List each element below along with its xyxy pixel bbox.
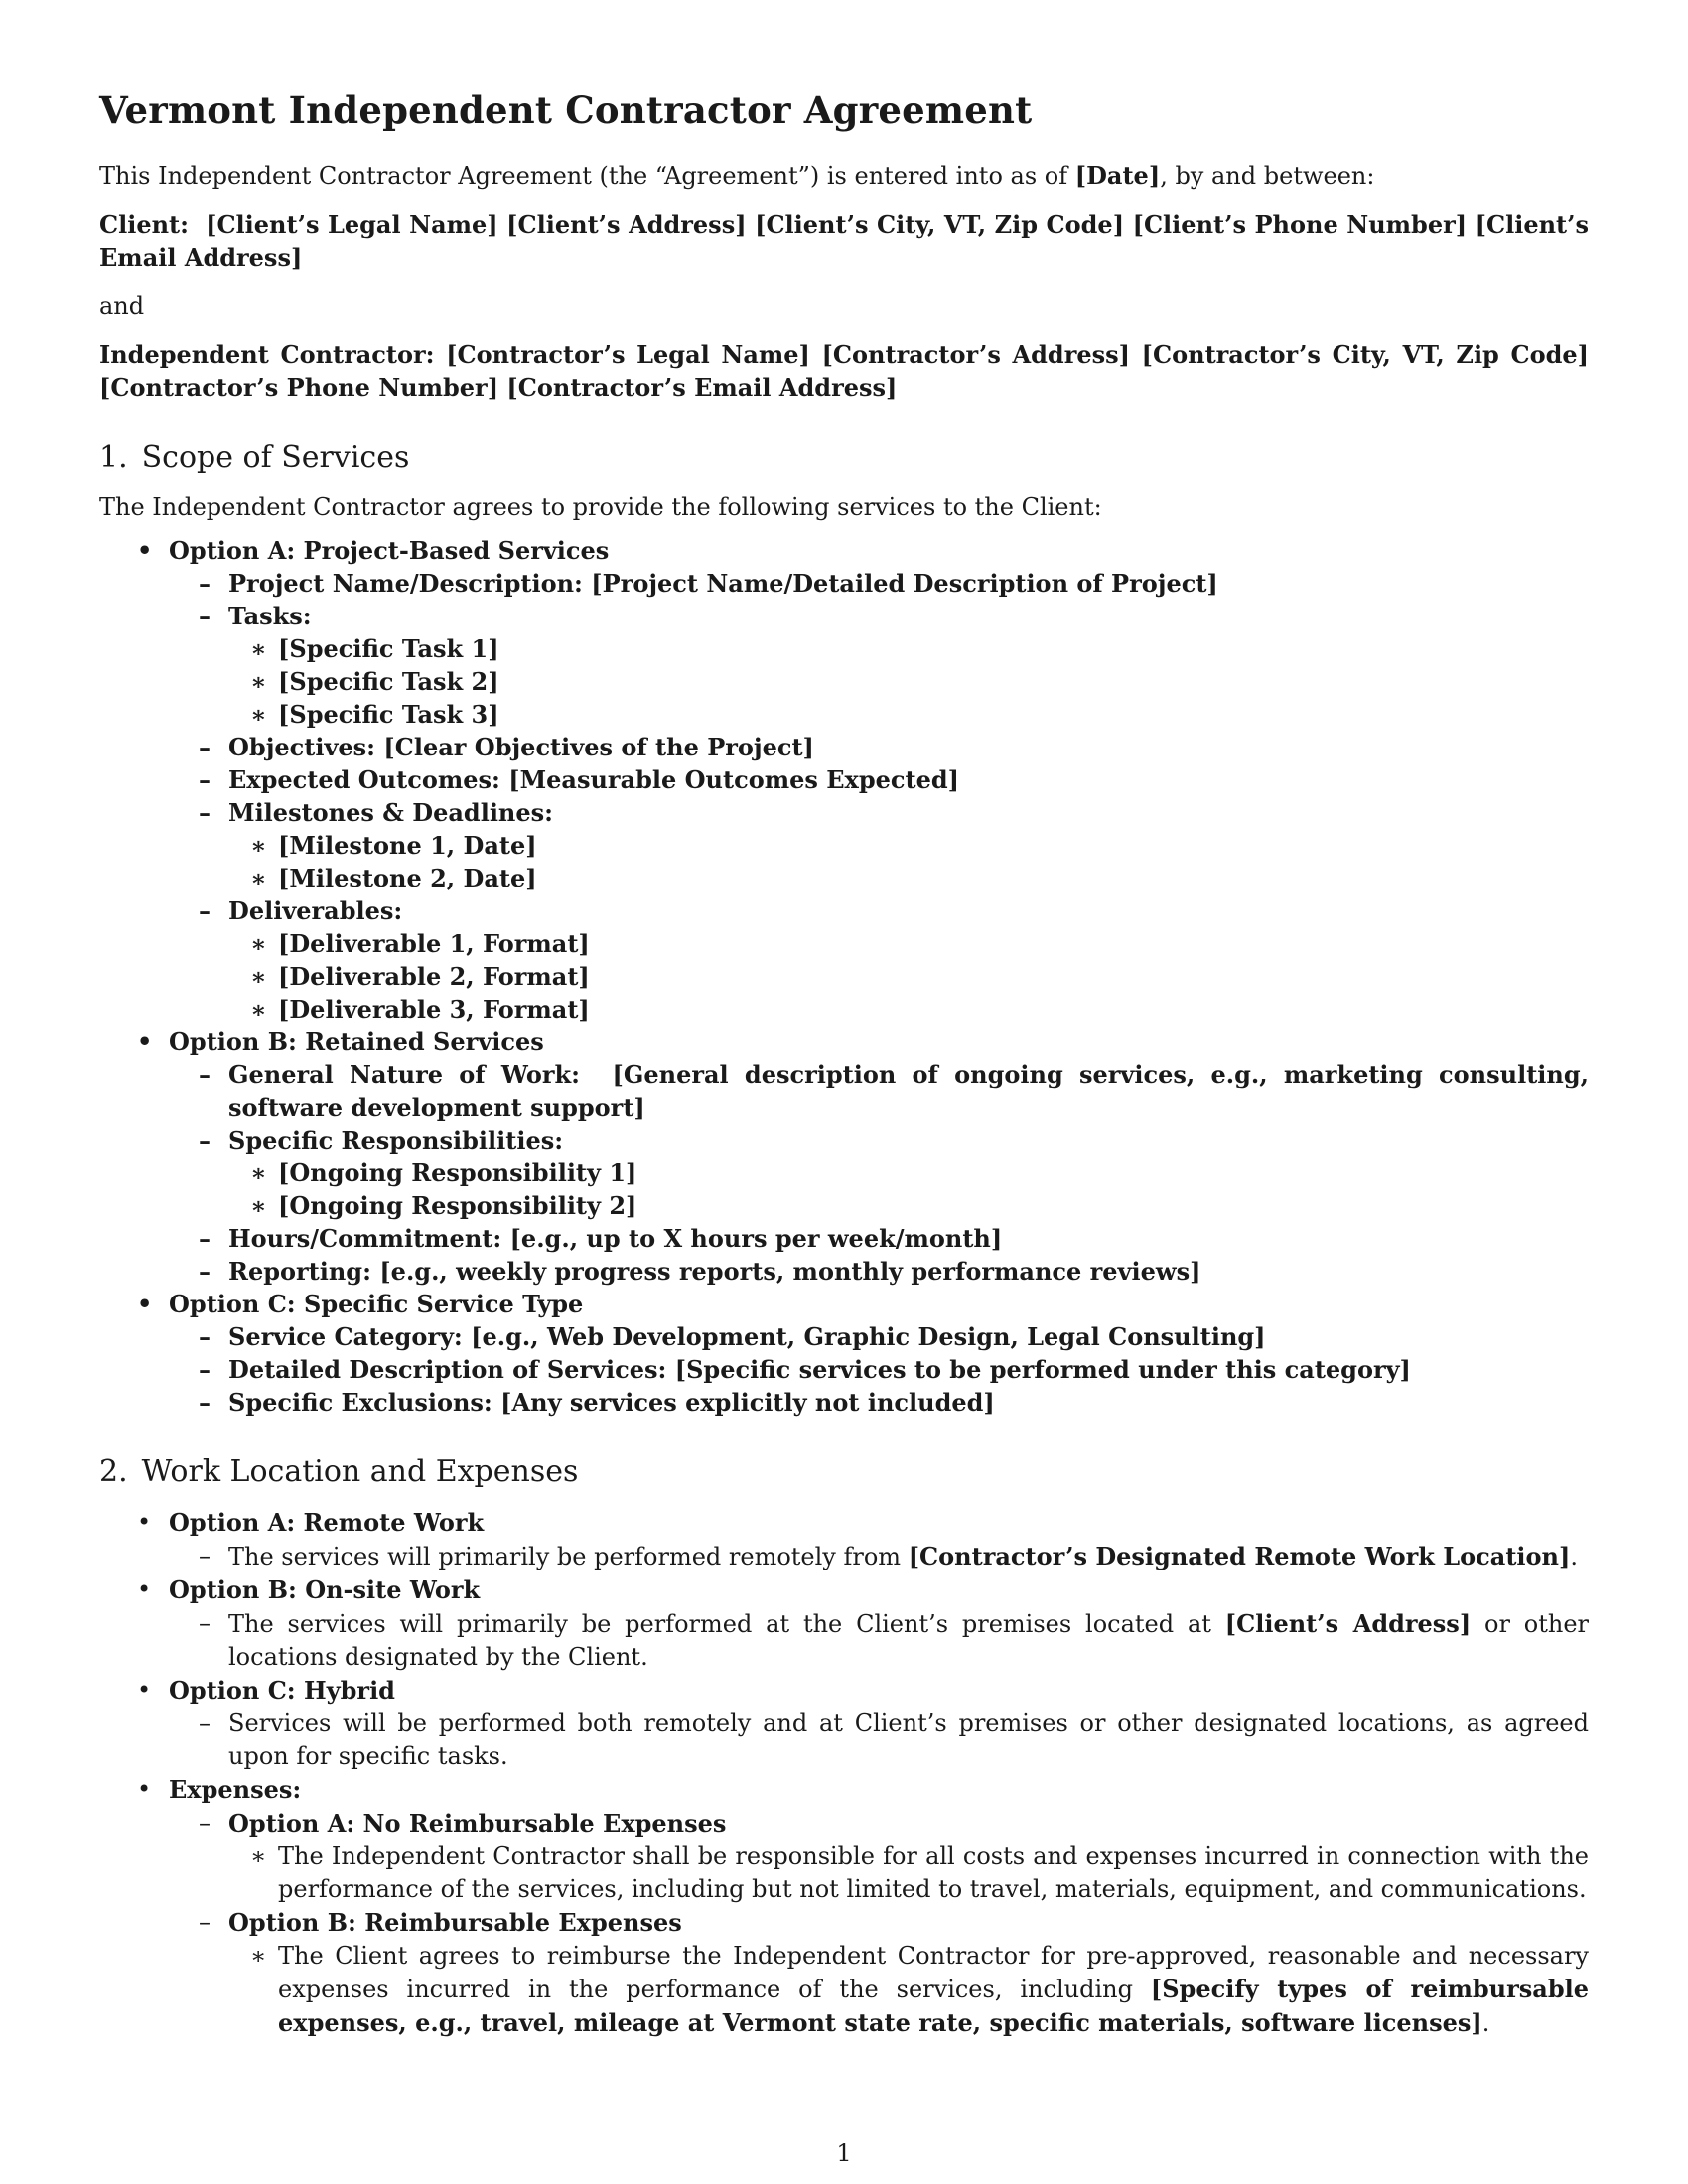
item-label: Specific Responsibilities: <box>228 1126 564 1155</box>
item-label: Detailed Description of Services: <box>228 1355 667 1384</box>
item-label: Project Name/Description: <box>228 569 583 598</box>
option-a-project-based <box>99 534 1589 1025</box>
item-value: [Measurable Outcomes Expected] <box>508 765 959 794</box>
section-1-heading <box>99 438 1589 478</box>
item-value: [e.g., Web Development, Graphic Design, Legal Consulting] <box>471 1322 1266 1351</box>
item-label: Option A: No Reimbursable Expenses <box>228 1809 727 1838</box>
deliverables-list <box>228 927 1589 1025</box>
client-block <box>99 208 1589 274</box>
expenses-option-b-list <box>228 1940 1589 2040</box>
list-item <box>169 1058 1589 1124</box>
option-b-sublist <box>169 1058 1589 1288</box>
item-value: [Specific services to be performed under this category] <box>674 1355 1411 1384</box>
section-2-title: Work Location and Expenses <box>141 1454 579 1489</box>
list-item <box>169 1540 1589 1573</box>
item-text: The services will primarily be performed at the Client’s premises located at <box>228 1610 1225 1638</box>
item-label: Option B: Reimbursable Expenses <box>228 1908 682 1937</box>
item-label: Objectives: <box>228 733 376 761</box>
option-c-hybrid <box>99 1674 1589 1773</box>
expenses-label: Expenses: <box>169 1775 302 1804</box>
section-scope-of-services <box>99 438 1589 1419</box>
item-value: [e.g., up to X hours per week/month] <box>509 1224 1003 1253</box>
expenses-option-b <box>169 1906 1589 2040</box>
document-page <box>99 85 1589 2040</box>
and-text: and <box>99 292 145 320</box>
option-c-label: Option C: Specific Service Type <box>169 1290 584 1318</box>
item-text: . <box>1481 2009 1490 2037</box>
list-item: ∗ [Deliverable 3, Format] <box>228 993 1589 1025</box>
intro-date: [Date] <box>1074 161 1161 190</box>
location-options-list <box>99 1506 1589 2040</box>
item-value: [Clear Objectives of the Project] <box>383 733 814 761</box>
item-label: Service Category: <box>228 1322 463 1351</box>
tasks-list <box>228 632 1589 731</box>
intro-paragraph <box>99 159 1589 193</box>
item-value: [General description of ongoing services, e.g., marketing consulting, software development support] <box>228 1060 1589 1122</box>
contractor-details: [Contractor’s Legal Name] [Contractor’s Address] [Contractor’s City, VT, Zip Code] [Contractor’s Phone Number] [Contractor’s Email Address] <box>99 341 1590 402</box>
list-item: ∗ [Specific Task 1] <box>228 632 1589 665</box>
list-item <box>169 567 1589 600</box>
section-work-location <box>99 1452 1589 2040</box>
option-a-label: Option A: Remote Work <box>169 1508 485 1537</box>
section-1-title: Scope of Services <box>141 440 410 475</box>
list-item: ∗ [Deliverable 1, Format] <box>228 927 1589 960</box>
intro-post: , by and between: <box>1160 162 1375 190</box>
expenses-option-a <box>169 1807 1589 1906</box>
list-item <box>169 796 1589 894</box>
list-item <box>169 1255 1589 1288</box>
list-item <box>169 763 1589 796</box>
list-item <box>169 1386 1589 1419</box>
list-item <box>169 600 1589 731</box>
expenses-sublist <box>169 1807 1589 2040</box>
scope-options-list <box>99 534 1589 1419</box>
list-item <box>169 731 1589 763</box>
list-item: ∗ [Deliverable 2, Format] <box>228 960 1589 993</box>
list-item: ∗ [Ongoing Responsibility 1] <box>228 1157 1589 1189</box>
list-item <box>169 894 1589 1025</box>
list-item: ∗ [Specific Task 3] <box>228 698 1589 731</box>
list-item <box>169 1222 1589 1255</box>
list-item: ∗ [Milestone 1, Date] <box>228 829 1589 862</box>
list-item: ∗ [Ongoing Responsibility 2] <box>228 1189 1589 1222</box>
item-value: [Contractor’s Designated Remote Work Location] <box>908 1542 1571 1570</box>
item-text: The services will primarily be performed remotely from <box>228 1543 909 1570</box>
list-item: – Services will be performed both remotely and at Client’s premises or other designated locations, as agreed upon for specific tasks. <box>169 1707 1589 1773</box>
expenses-option-a-list <box>228 1841 1589 1906</box>
option-b-retained <box>99 1025 1589 1288</box>
option-a-sublist <box>169 567 1589 1025</box>
option-c-label: Option C: Hybrid <box>169 1676 395 1705</box>
option-b-label: Option B: Retained Services <box>169 1027 544 1056</box>
item-value: [e.g., weekly progress reports, monthly performance reviews] <box>379 1257 1201 1286</box>
section-1-number: 1. <box>99 440 128 475</box>
item-label: Deliverables: <box>228 896 403 925</box>
section-1-intro: The Independent Contractor agrees to provide the following services to the Client: <box>99 493 1102 521</box>
list-item <box>169 1124 1589 1222</box>
list-item <box>169 1320 1589 1353</box>
option-b-sublist <box>169 1607 1589 1674</box>
item-label: Milestones & Deadlines: <box>228 798 554 827</box>
client-label: Client: <box>99 210 189 239</box>
responsibilities-list <box>228 1157 1589 1222</box>
option-c-sublist <box>169 1707 1589 1773</box>
section-2-heading <box>99 1452 1589 1492</box>
option-c-specific-service <box>99 1288 1589 1419</box>
milestones-list <box>228 829 1589 894</box>
item-text: The Client agrees to reimburse the Independent Contractor for pre-approved, reasonable and necessary expenses incurred in the performance of the services, including <box>278 1942 1589 2003</box>
list-item <box>228 1940 1589 2040</box>
item-text: or other locations designated by the Client. <box>228 1610 1589 1671</box>
list-item <box>169 1353 1589 1386</box>
item-value: [Client’s Address] <box>1224 1609 1472 1638</box>
option-a-label: Option A: Project-Based Services <box>169 536 610 565</box>
item-value: [Any services explicitly not included] <box>500 1388 995 1417</box>
page-number: 1 <box>836 2139 852 2167</box>
option-a-remote <box>99 1506 1589 1573</box>
intro-pre: This Independent Contractor Agreement (the “Agreement”) is entered into as of <box>99 162 1075 190</box>
option-a-sublist <box>169 1540 1589 1573</box>
option-b-label: Option B: On-site Work <box>169 1575 481 1604</box>
item-label: Tasks: <box>228 602 312 630</box>
list-item: ∗ [Specific Task 2] <box>228 665 1589 698</box>
option-c-sublist <box>169 1320 1589 1419</box>
item-label: General Nature of Work: <box>228 1060 580 1089</box>
item-label: Expected Outcomes: <box>228 765 500 794</box>
expenses <box>99 1773 1589 2040</box>
item-label: Hours/Commitment: <box>228 1224 502 1253</box>
section-2-number: 2. <box>99 1454 128 1489</box>
item-text: . <box>1570 1543 1578 1570</box>
list-item: ∗ The Independent Contractor shall be responsible for all costs and expenses incurred in connection with the performance of the services, including but not limited to travel, materials, equipment, and communications. <box>228 1841 1589 1906</box>
item-value: [Specify types of reimbursable expenses, e.g., travel, mileage at Vermont state rate, specific materials, software licenses] <box>278 1975 1589 2037</box>
list-item <box>169 1607 1589 1674</box>
item-value: [Project Name/Detailed Description of Project] <box>591 569 1218 598</box>
client-details: [Client’s Legal Name] [Client’s Address] [Client’s City, VT, Zip Code] [Client’s Phone Number] [Client’s Email Address] <box>99 210 1590 272</box>
contractor-block <box>99 339 1589 404</box>
contractor-label: Independent Contractor: <box>99 341 435 369</box>
list-item: ∗ [Milestone 2, Date] <box>228 862 1589 894</box>
document-title: Vermont Independent Contractor Agreement <box>99 88 1033 132</box>
item-label: Specific Exclusions: <box>228 1388 492 1417</box>
option-b-onsite <box>99 1573 1589 1674</box>
item-label: Reporting: <box>228 1257 371 1286</box>
